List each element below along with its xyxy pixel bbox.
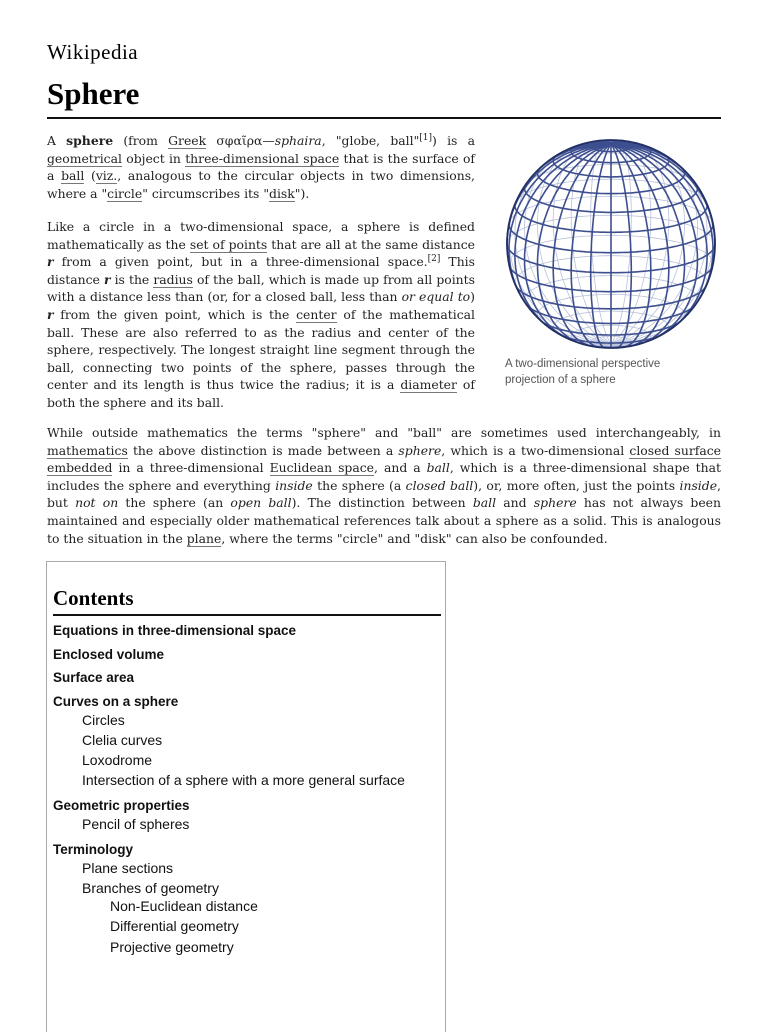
toc-item[interactable]: Non-Euclidean distance bbox=[110, 898, 258, 914]
toc-item[interactable]: Surface area bbox=[53, 670, 135, 685]
toc-item[interactable]: Enclosed volume bbox=[53, 647, 165, 662]
toc-item[interactable]: Terminology bbox=[53, 842, 134, 857]
toc-item[interactable]: Geometric properties bbox=[53, 798, 190, 813]
intro-paragraph-3: While outside mathematics the terms "sphere" and "ball" are sometimes used interchangeably, in mathematics the above distinction is made between a sphere, which is a two-dimensional closed surface embedded in a three-dimensional Euclidean space, and a ball, which is a three-dimensional shape that includes the sphere and everything inside the sphere (a closed ball), or, more often, just the points inside, but not on the sphere (an open ball). The distinction between ball and sphere has not always been maintained and especially older mathematical references talk about a sphere as a solid. This is analogous to the situation in the plane, where the terms "circle" and "disk" can also be confounded. bbox=[47, 425, 722, 546]
link-disk[interactable]: disk bbox=[269, 185, 295, 201]
ref-1[interactable]: [1] bbox=[419, 132, 433, 143]
intro-paragraph-1: A sphere (from Greek σφαῖρα—sphaira, "globe, ball"[1]) is a geometrical object in three-dimensional space that is the surface of a ball (viz., analogous to the circular objects in two dimensions, where a "circle" circumscribes its "disk"). bbox=[47, 132, 476, 201]
link-center[interactable]: center bbox=[296, 306, 337, 322]
term-sphere: sphere bbox=[66, 133, 114, 148]
radius-symbol: r bbox=[47, 306, 54, 322]
figure-caption: A two-dimensional perspective projection of a sphere bbox=[505, 358, 661, 386]
sphere-figure bbox=[497, 138, 727, 388]
intro-paragraph-2: Like a circle in a two-dimensional space, a sphere is defined mathematically as the set of points that are all at the same distance r from a given point, but in a three-dimensional space.[2] This distance r is the radius of the ball, which is made up from all points with a distance less than (or, for a closed ball, less than or equal to) r from the given point, which is the center of the mathematical ball. These are also referred to as the radius and center of the sphere, respectively. The longest straight line segment through the ball, connecting two points of the sphere, passes through the center and its length is thus twice the radius; it is a diameter of both the sphere and its ball. bbox=[47, 219, 476, 410]
toc-item[interactable]: Differential geometry bbox=[110, 918, 239, 934]
link-viz[interactable]: viz. bbox=[95, 168, 118, 184]
link-three-dimensional-space[interactable]: three-dimensional space bbox=[185, 150, 340, 166]
link-radius[interactable]: radius bbox=[153, 271, 193, 287]
toc-item[interactable]: Equations in three-dimensional space bbox=[53, 623, 297, 638]
link-geometrical[interactable]: geometrical bbox=[47, 150, 122, 166]
toc-item[interactable]: Intersection of a sphere with a more general surface bbox=[82, 772, 405, 788]
radius-symbol: r bbox=[103, 271, 111, 287]
wikipedia-logo[interactable]: Wikipedia bbox=[47, 40, 139, 64]
toc-item[interactable]: Loxodrome bbox=[82, 752, 153, 768]
link-ball[interactable]: ball bbox=[61, 168, 85, 184]
toc-item[interactable]: Curves on a sphere bbox=[53, 694, 179, 709]
title-divider bbox=[47, 117, 721, 119]
sphere-wireframe-image[interactable] bbox=[501, 138, 723, 350]
link-closed-surface[interactable]: closed surface bbox=[629, 442, 722, 458]
toc-item[interactable]: Plane sections bbox=[82, 860, 174, 876]
toc-item[interactable]: Branches of geometry bbox=[82, 880, 219, 896]
toc-item[interactable]: Pencil of spheres bbox=[82, 816, 190, 832]
link-euclidean-space[interactable]: Euclidean space bbox=[269, 460, 375, 476]
link-greek[interactable]: Greek bbox=[168, 133, 207, 148]
link-diameter[interactable]: diameter bbox=[400, 377, 457, 393]
link-set-of-points[interactable]: set of points bbox=[189, 236, 268, 252]
ref-2[interactable]: [2] bbox=[427, 254, 441, 265]
radius-symbol: r bbox=[47, 254, 54, 270]
toc-item[interactable]: Circles bbox=[82, 712, 125, 728]
toc-title: Contents bbox=[53, 586, 134, 610]
link-circle[interactable]: circle bbox=[107, 185, 143, 201]
table-of-contents bbox=[46, 561, 446, 1032]
toc-divider bbox=[53, 614, 441, 616]
toc-item[interactable]: Clelia curves bbox=[82, 732, 163, 748]
link-plane[interactable]: plane bbox=[186, 530, 222, 546]
toc-item[interactable]: Projective geometry bbox=[110, 939, 234, 955]
link-embedded[interactable]: embedded bbox=[47, 460, 113, 476]
page-title: Sphere bbox=[47, 76, 140, 111]
link-mathematics[interactable]: mathematics bbox=[47, 442, 128, 458]
